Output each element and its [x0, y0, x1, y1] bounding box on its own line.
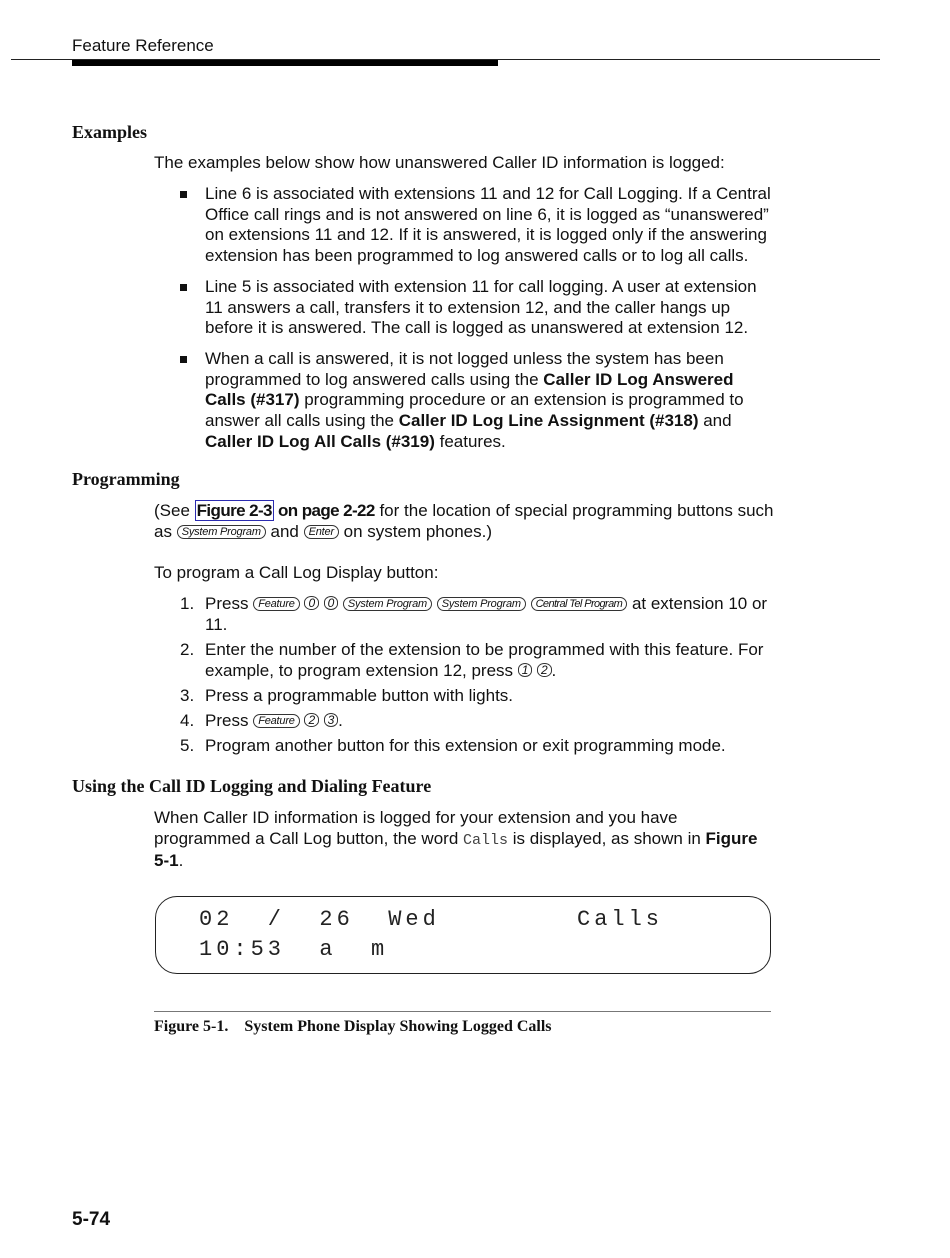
digit-key: 0: [324, 596, 338, 610]
bullet-square-icon: [180, 356, 187, 363]
feature-key: Feature: [253, 714, 300, 728]
bullet-square-icon: [180, 191, 187, 198]
step-number: 3.: [180, 685, 195, 705]
feature-317-name: Caller ID Log Answered Calls (#317): [205, 369, 734, 410]
and-text: and: [265, 521, 304, 541]
list-item: [176, 277, 776, 339]
digit-key: 2: [304, 713, 318, 727]
using-paragraph: [154, 808, 774, 872]
step-text: at extension 10 or 11.: [205, 594, 768, 634]
see-rest-text: for the location of special programming buttons such as: [154, 501, 774, 541]
example-3-text: and: [698, 411, 732, 431]
programming-reference: [154, 501, 774, 542]
list-item: [176, 184, 776, 267]
step-number: 5.: [180, 736, 195, 756]
examples-heading: Examples: [72, 122, 148, 142]
examples-intro: The examples below show how unanswered Caller ID information is logged:: [154, 153, 725, 172]
figure-caption: Figure 5-1. System Phone Display Showing Logged Calls: [154, 1018, 552, 1035]
list-item: [176, 640, 776, 681]
header-rule-thick: [72, 60, 498, 66]
feature-319-name: Caller ID Log All Calls (#319): [205, 431, 435, 451]
using-heading: Using the Call ID Logging and Dialing Feature: [72, 776, 432, 796]
using-text: is displayed, as shown in: [508, 828, 706, 848]
feature-318-name: Caller ID Log Line Assignment (#318): [398, 411, 699, 431]
display-calls-indicator: Calls: [577, 907, 664, 932]
using-text: .: [178, 851, 184, 871]
step-text: Press a programmable button with lights.: [205, 685, 514, 705]
figure-5-1-ref: Figure 5-1: [154, 828, 758, 871]
step-end: .: [338, 711, 343, 731]
system-program-key: System Program: [177, 525, 266, 539]
step-number: 2.: [180, 639, 195, 659]
example-3-text: features.: [434, 431, 506, 451]
caption-rule: [154, 1011, 771, 1012]
list-item: [176, 686, 776, 707]
step-end: .: [551, 660, 557, 680]
see-close-text: on system phones.): [338, 521, 492, 541]
see-open-text: (See: [154, 501, 195, 520]
phone-display-figure: [155, 896, 771, 974]
list-item: [176, 594, 776, 635]
display-time-line: 10:53 a m: [199, 937, 389, 962]
figure-2-3-link[interactable]: Figure 2-3: [196, 501, 272, 520]
digit-key: 0: [304, 596, 318, 610]
system-program-key: System Program: [343, 597, 432, 611]
step-text: Program another button for this extension or exit programming mode.: [205, 736, 726, 756]
step-number: 4.: [180, 711, 195, 731]
enter-key: Enter: [304, 525, 339, 539]
digit-key: 1: [518, 663, 532, 677]
examples-list: [176, 184, 776, 462]
example-2-text: Line 5 is associated with extension 11 for call logging. A user at extension 11 answers a call, transfers it to extension 12, and the caller hangs up before it is answered. The call is logged as unanswered at extension 12.: [205, 276, 757, 338]
system-program-key: System Program: [437, 597, 526, 611]
feature-key: Feature: [253, 597, 300, 611]
digit-key: 3: [324, 713, 338, 727]
bullet-square-icon: [180, 284, 187, 291]
digit-key: 2: [537, 663, 551, 677]
step-text: Enter the number of the extension to be programmed with this feature. For example, to program extension 12, press: [205, 639, 764, 680]
list-item: [176, 736, 776, 757]
programming-heading: Programming: [72, 469, 180, 489]
list-item: [176, 711, 776, 732]
example-3-text: When a call is answered, it is not logged unless the system has been programmed to log answered calls using the: [205, 348, 724, 389]
example-3-text: programming procedure or an extension is programmed to answer all calls using the: [205, 390, 744, 431]
procedure-steps: [176, 594, 776, 761]
list-item: [176, 349, 776, 453]
calls-code: Calls: [463, 831, 509, 849]
page-ref-text: on page 2-22: [273, 501, 375, 520]
step-text: Press: [205, 711, 249, 731]
display-date-line: 02 / 26 Wed: [199, 907, 440, 932]
page-number: 5-74: [72, 1209, 111, 1230]
example-1-text: Line 6 is associated with extensions 11 and 12 for Call Logging. If a Central Office call rings and is not answered on line 6, it is logged as “unanswered” on extensions 11 and 12. If it is answered, it is logged only if the answering extension has been programmed to log answered calls or to log all calls.: [205, 184, 771, 266]
running-head: Feature Reference: [72, 36, 214, 55]
step-text: Press: [205, 594, 249, 613]
central-tel-program-key: Central Tel Program: [531, 597, 628, 611]
step-number: 1.: [180, 594, 195, 613]
using-text: When Caller ID information is logged for your extension and you have programmed a Call Log button, the word: [154, 808, 678, 848]
procedure-lead: To program a Call Log Display button:: [154, 563, 439, 582]
